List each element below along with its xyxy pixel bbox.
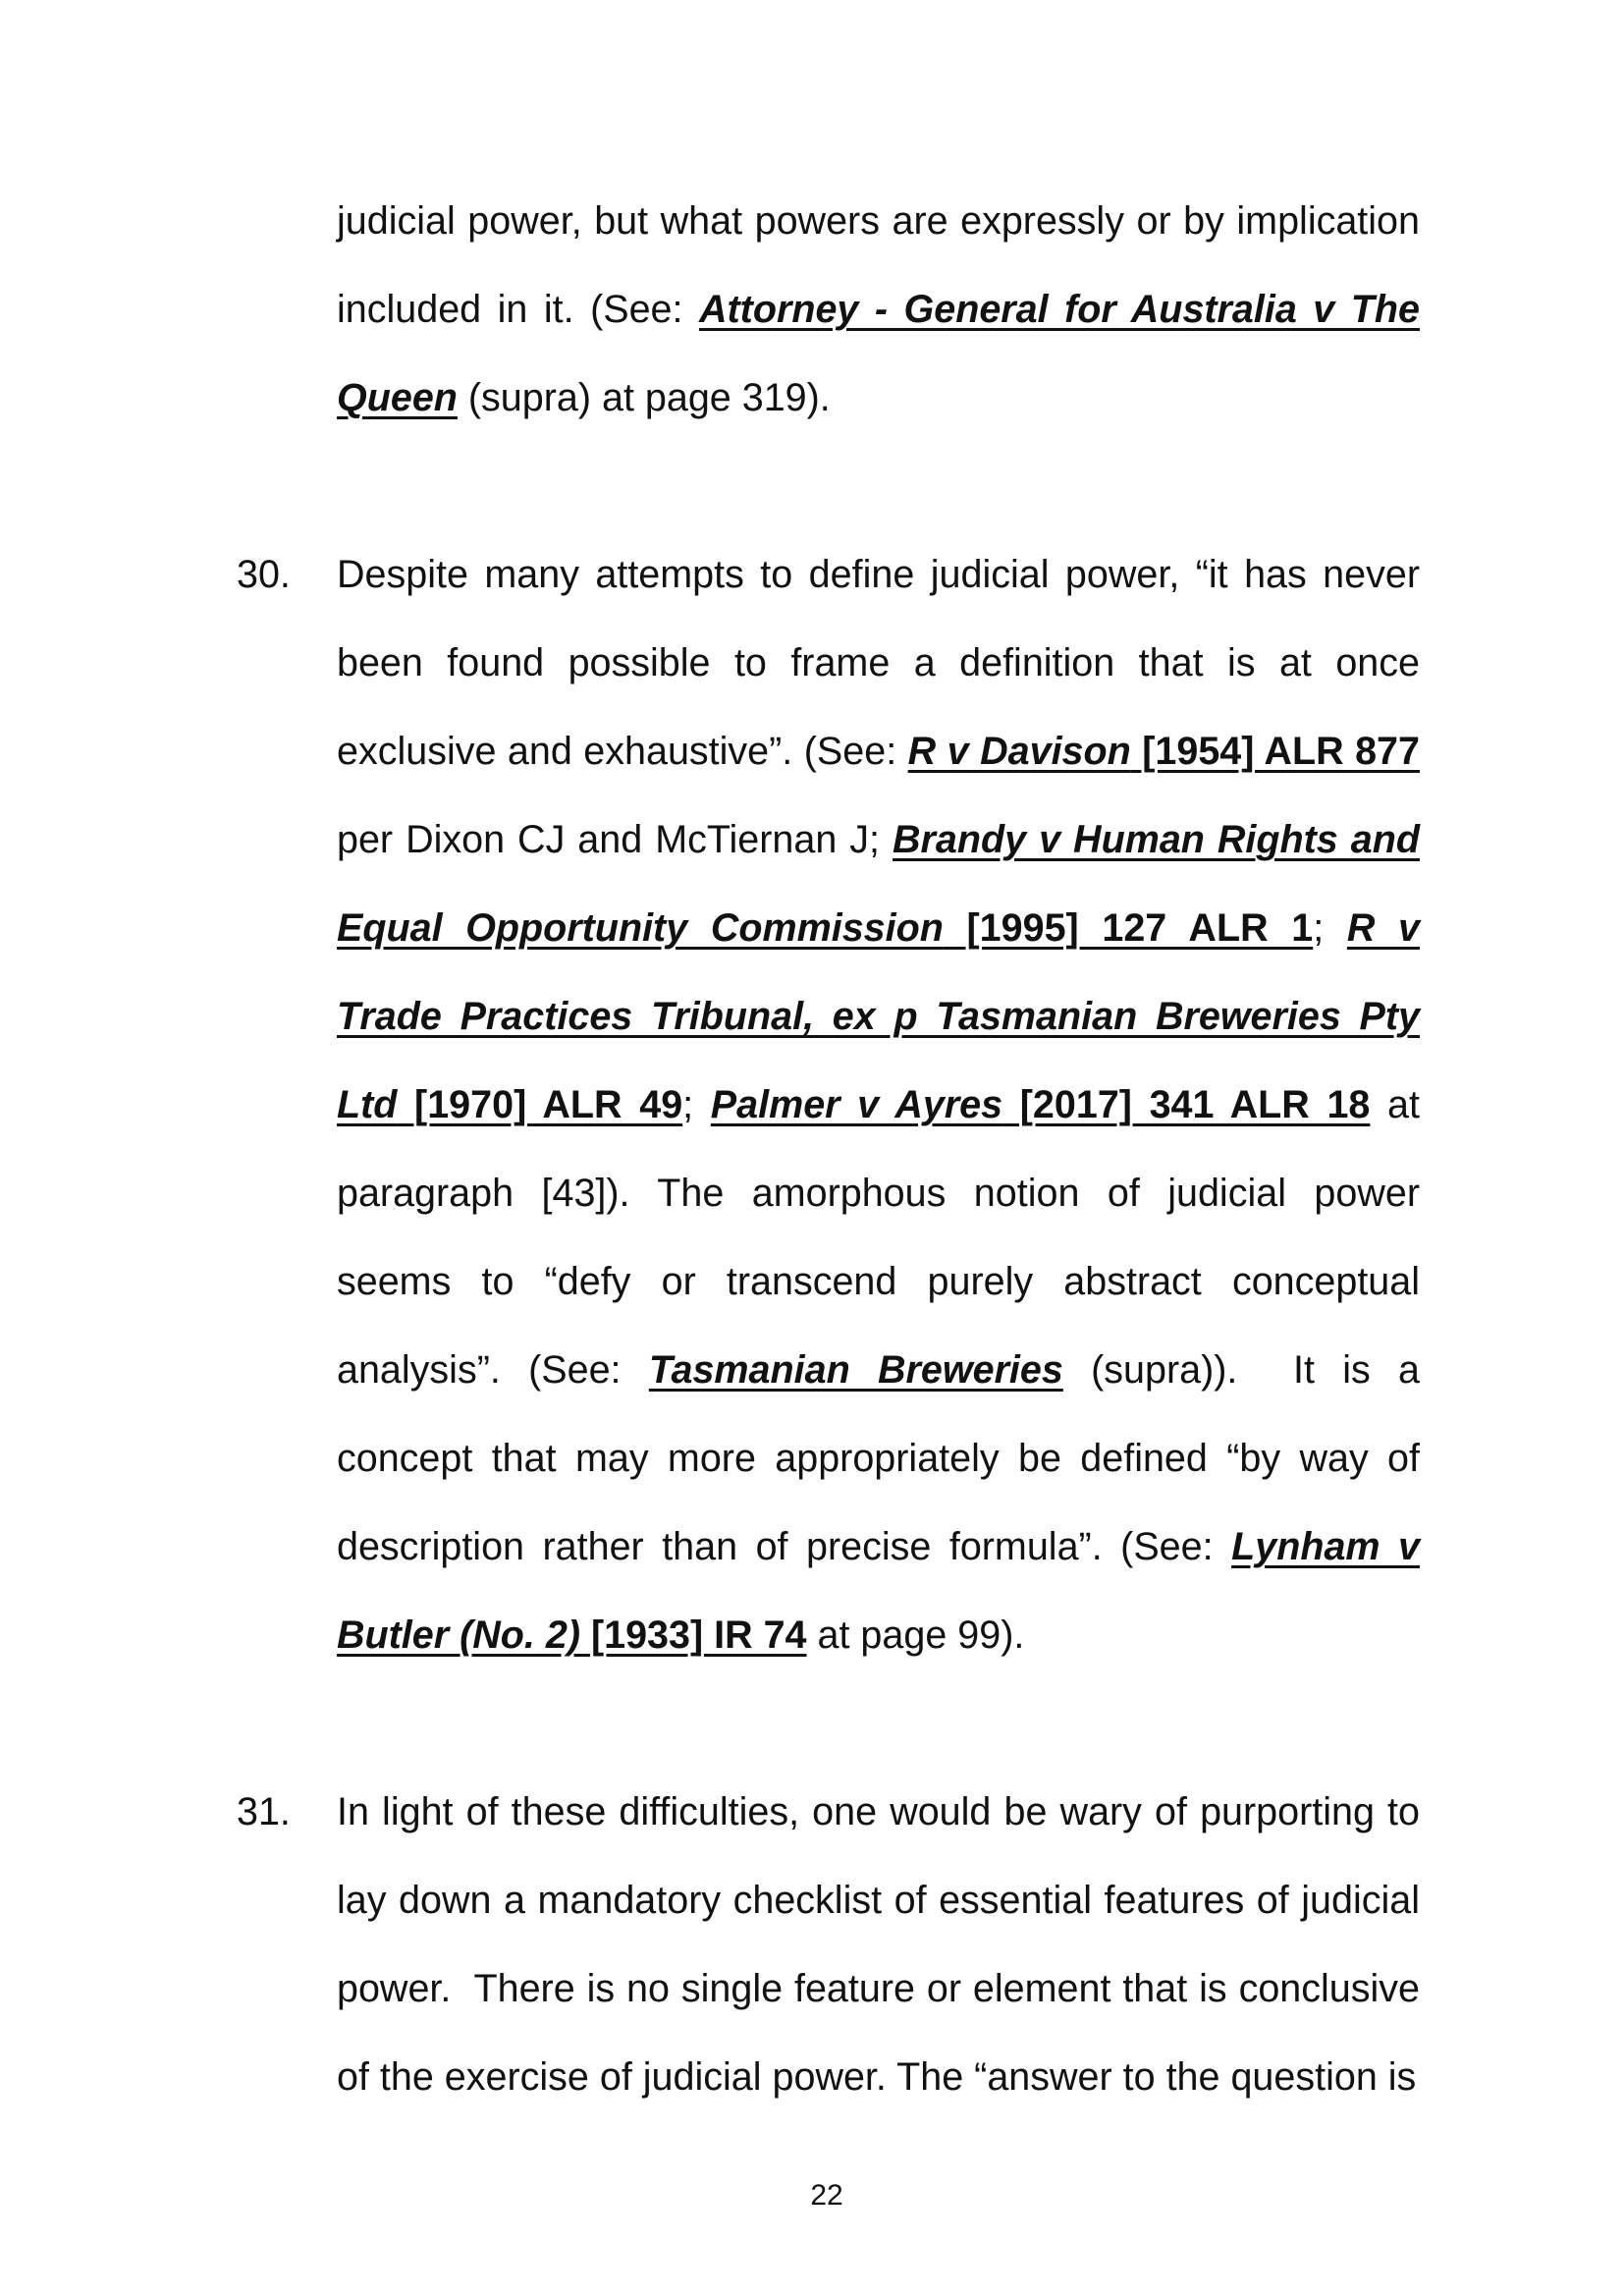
case-name: R v Davison	[907, 730, 1131, 773]
case-citation: [2017] 341 ALR 18	[1002, 1083, 1371, 1126]
paragraph-30	[337, 530, 1420, 1679]
paragraph-text: ;	[682, 1083, 711, 1126]
paragraph-text: at paragraph [43]). The amorphous notion of judicial power seems to “defy or transcend purely abstract conceptual analysis”. (See:	[337, 1083, 1420, 1392]
case-name: Tasmanian Breweries	[648, 1348, 1063, 1392]
paragraph-text: In light of these difficulties, one would be wary of purporting to lay down a mandatory checklist of essential features of judicial power. There is no single feature or element that is conclusive of the exercise of judicial power. The “answer to the question is	[337, 1790, 1420, 2099]
page-number: 22	[810, 2179, 843, 2212]
case-citation: [1954] ALR 877	[1130, 730, 1420, 773]
paragraph-number: 30.	[237, 553, 291, 596]
case-citation: [1970] ALR 49	[397, 1083, 683, 1126]
paragraph-number: 31.	[237, 1790, 291, 1833]
case-citation: [1933] IR 74	[579, 1613, 807, 1657]
case-citation: [1995] 127 ALR 1	[943, 906, 1314, 950]
case-name: Palmer v Ayres	[710, 1083, 1003, 1126]
paragraph-text: (supra) at page 319).	[457, 376, 831, 419]
paragraph-text: per Dixon CJ and McTiernan J;	[337, 818, 893, 861]
case-name: Attorney - General for Australia v The Queen	[337, 288, 1420, 419]
case-name: Brandy v Human Rights and Equal Opportunity Commission	[337, 818, 1420, 950]
case-name: R v Trade Practices Tribunal, ex p Tasmanian Breweries Pty Ltd	[337, 906, 1420, 1126]
case-name: Lynham v Butler (No. 2)	[337, 1525, 1420, 1657]
paragraph-text: Despite many attempts to define judicial power, “it has never been found possible to frame a definition that is at once exclusive and exhaustive”. (See:	[337, 553, 1420, 773]
paragraph-text: judicial power, but what powers are expressly or by implication included in it. (See:	[337, 199, 1420, 331]
paragraph-text: at page 99).	[806, 1613, 1025, 1657]
paragraph-text: ;	[1313, 906, 1347, 950]
paragraph-31	[337, 1768, 1420, 2121]
paragraph-text: (supra)). It is a concept that may more appropriately be defined “by way of description rather than of precise formula”. (See:	[337, 1348, 1420, 1568]
continuation-paragraph	[337, 177, 1420, 442]
